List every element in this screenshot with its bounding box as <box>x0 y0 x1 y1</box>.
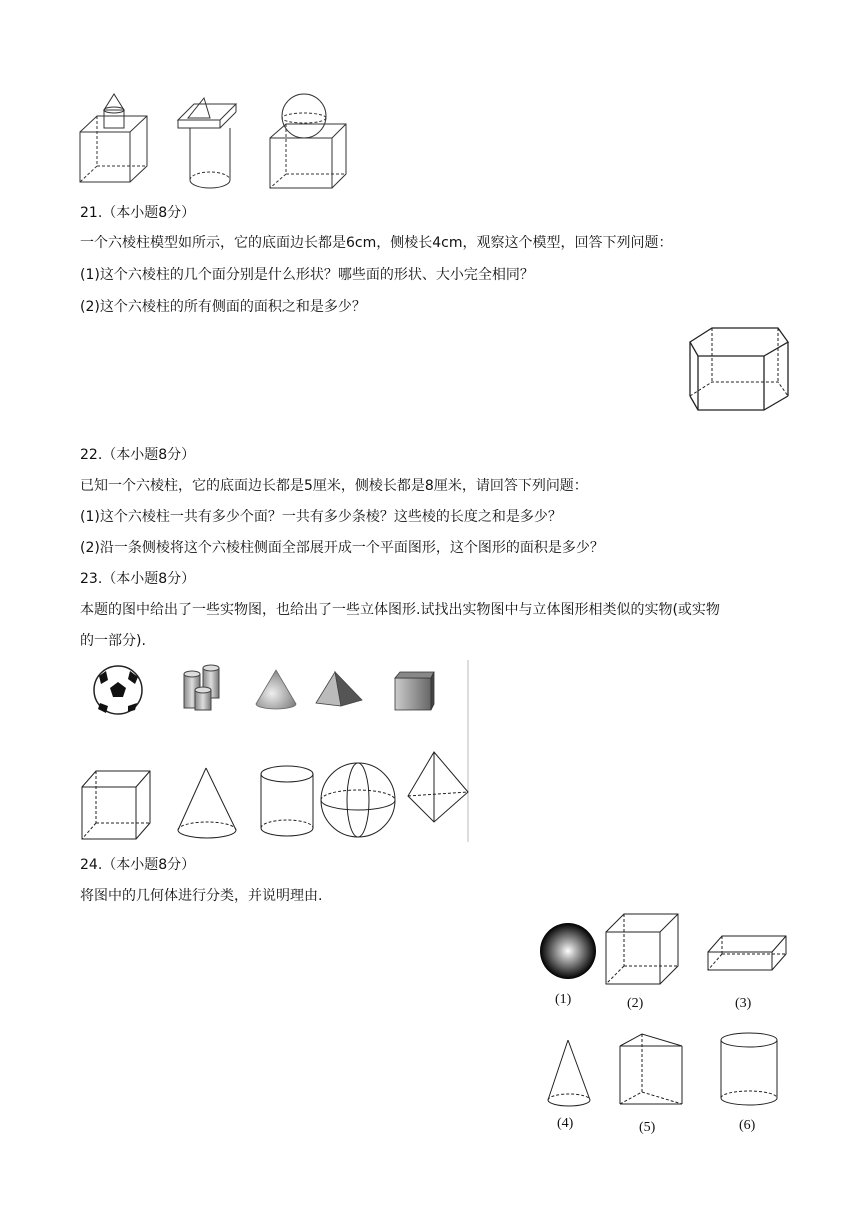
q24-heading: 24.（本小题8分） <box>80 857 196 873</box>
q22-stem: 已知一个六棱柱，它的底面边长都是5厘米，侧棱长都是8厘米，请回答下列问题： <box>80 478 588 494</box>
q21-heading: 21.（本小题8分） <box>80 205 196 221</box>
cone-4 <box>548 1040 590 1106</box>
q23-stem-line2: 的一部分). <box>80 633 146 649</box>
shaded-sphere <box>540 923 596 979</box>
q23-heading: 23.（本小题8分） <box>80 571 196 587</box>
cuboid-3 <box>708 936 786 970</box>
q21-stem: 一个六棱柱模型如所示，它的底面边长都是6cm，侧棱长4cm，观察这个模型，回答下列问题： <box>80 235 673 251</box>
q22-part1: (1)这个六棱柱一共有多少个面？一共有多少条棱？这些棱的长度之和是多少？ <box>80 509 562 525</box>
solid-label-4: (4) <box>557 1116 574 1131</box>
cylinder-6 <box>721 1033 777 1105</box>
q21-part2: (2)这个六棱柱的所有侧面的面积之和是多少？ <box>80 299 366 315</box>
triangular-prism-5 <box>620 1034 682 1104</box>
solid-label-6: (6) <box>739 1118 756 1133</box>
solid-label-1: (1) <box>555 992 572 1007</box>
q23-stem-line1: 本题的图中给出了一些实物图，也给出了一些立体图形.试找出实物图中与立体图形相类似的实物(或实物 <box>80 602 720 618</box>
q22-heading: 22.（本小题8分） <box>80 447 196 463</box>
q22-part2: (2)沿一条侧棱将这个六棱柱侧面全部展开成一个平面图形，这个图形的面积是多少？ <box>80 540 604 556</box>
q21-part1: (1)这个六棱柱的几个面分别是什么形状？哪些面的形状、大小完全相同？ <box>80 267 534 283</box>
solid-label-5: (5) <box>639 1120 656 1135</box>
cube-2 <box>606 914 678 984</box>
solid-label-2: (2) <box>627 996 644 1011</box>
q24-stem: 将图中的几何体进行分类，并说明理由. <box>80 888 323 904</box>
solid-label-3: (3) <box>735 996 752 1011</box>
